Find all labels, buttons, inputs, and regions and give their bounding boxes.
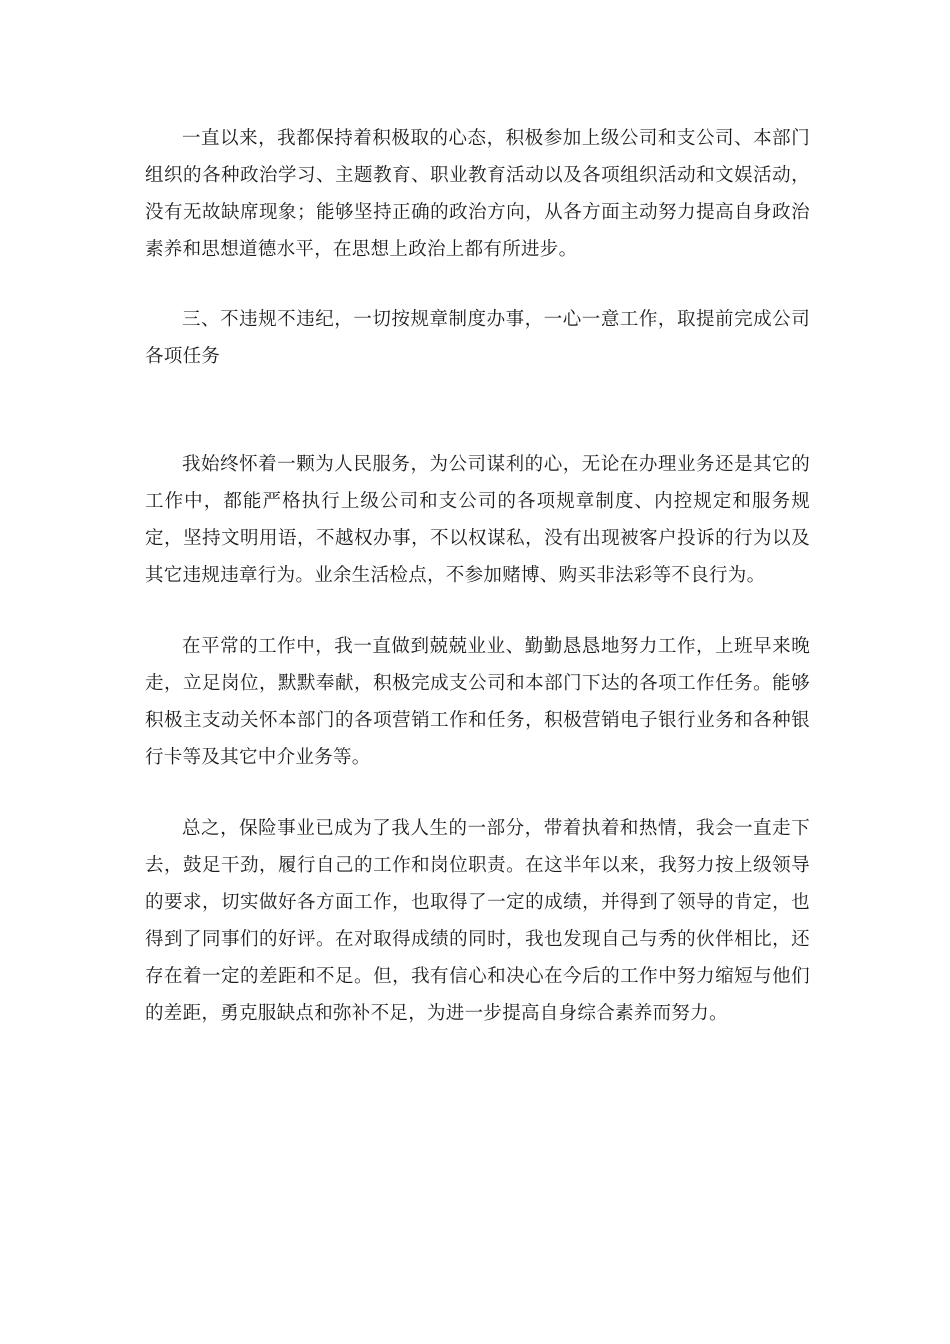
document-body (145, 120, 810, 1032)
paragraph-daily-work: 在平常的工作中，我一直做到兢兢业业、勤勤恳恳地努力工作，上班早来晚走，立足岗位，默默奉献，积极完成支公司和本部门下达的各项工作任务。能够积极主支动关怀本部门的各项营销工作和任务，积极营销电子银行业务和各种银行卡等及其它中介业务等。 (145, 636, 810, 768)
section-heading-discipline: 三、不违规不违纪，一切按规章制度办事，一心一意工作，取提前完成公司各项任务 (145, 309, 810, 367)
paragraph-compliance: 我始终怀着一颗为人民服务，为公司谋利的心，无论在办理业务还是其它的工作中，都能严格执行上级公司和支公司的各项规章制度、内控规定和服务规定，坚持文明用语，不越权办事，不以权谋私，没有出现被客户投诉的行为以及其它违规违章行为。业余生活检点，不参加赌博、购买非法彩等不良行为。 (145, 454, 810, 586)
paragraph-summary: 总之，保险事业已成为了我人生的一部分，带着执着和热情，我会一直走下去，鼓足干劲，履行自己的工作和岗位职责。在这半年以来，我努力按上级领导的要求，切实做好各方面工作，也取得了一定的成绩，并得到了领导的肯定，也得到了同事们的好评。在对取得成绩的同时，我也发现自己与秀的伙伴相比，还存在着一定的差距和不足。但，我有信心和决心在今后的工作中努力缩短与他们的差距，勇克服缺点和弥补不足，为进一步提高自身综合素养而努力。 (145, 818, 810, 1024)
paragraph-political-study: 一直以来，我都保持着积极取的心态，积极参加上级公司和支公司、本部门组织的各种政治学习、主题教育、职业教育活动以及各项组织活动和文娱活动，没有无故缺席现象；能够坚持正确的政治方向，从各方面主动努力提高自身政治素养和思想道德水平，在思想上政治上都有所进步。 (145, 128, 810, 260)
